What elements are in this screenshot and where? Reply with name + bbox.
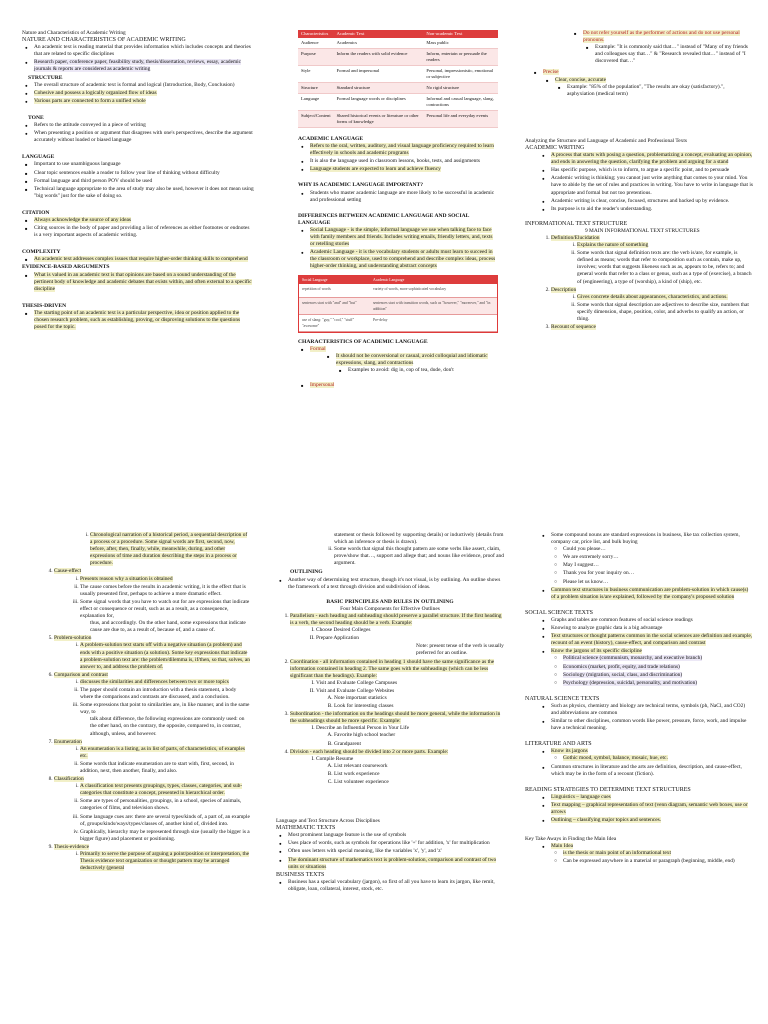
list-item: ■ Impersonal	[310, 382, 498, 389]
list-item: i. Presents reason why a situation is obtained	[80, 576, 250, 583]
list-item: 6. Comparison and contrast i. discusses the similarities and differences between two or more topics ii. The paper should contain an introduction with a thesis statement, a body where the comparisons and contrasts are discussed, and a conclusion. iii. Some expressions that point to similarities are, in like manner, and in the same way, to talk about difference, the following expressions are commonly used: on the other hand, on the contrary, the opposite, compared to, in contrast, although, unless, and however.	[54, 672, 250, 738]
list-item: ○ Thank you for your inquiry on…	[563, 570, 753, 577]
list-item: I. Visit and Evaluate College Campuses	[316, 680, 504, 687]
precise-examples	[555, 84, 753, 98]
list-item: ii. Some are types of personalities, groupings, in a school, species of animals, categories of films, and television shows.	[80, 798, 250, 812]
academic-language-list	[298, 143, 498, 173]
list-item: ■ Do not refer yourself as the performer of actions and do not use personal pronouns. ■ Example: "It is commonly said that…" instead of "Many of my friends and colleagues say that…" & "Research revealed that…" instead of "I discovered that…"	[583, 30, 753, 65]
informational-subheading: 9 MAIN INFORMATIONAL TEXT STRUCTURES	[585, 227, 700, 234]
list-item: ● Research paper, conference paper, feasibility study, thesis/dissertation, reviews, essay, academic journals & reports are considered as academic writing	[34, 59, 254, 73]
formal-sublist	[310, 353, 498, 374]
paragraph: thus, and accordingly. On the other hand, some expressions that indicate cause are due to, as a result of, because of, and a cause of.	[90, 620, 246, 634]
tone-list	[22, 122, 254, 144]
list-item: ● Main Idea ○ is the thesis or main point of an informational text ○ Can be expressed anywhere in a material or paragraph (beginning, middle, end)	[551, 843, 753, 865]
list-item: 5. Problem-solution i. A problem-solution text starts off with a negative situation (a problem) and ends with a positive situation (a solution). Some key expressions that indicate a problem-solution text are: the problem/dilemma is, if/then, so that, solves, an answer to, and address the problem of.	[54, 635, 250, 670]
academic-writing-list	[525, 152, 753, 213]
definition-sublist	[551, 242, 753, 286]
column-2	[298, 30, 498, 390]
column-3	[525, 30, 753, 332]
list-item: ii. The paper should contain an introduction with a thesis statement, a body where the comparisons and contrasts are discussed, and a conclusion.	[80, 687, 250, 701]
coordination-example	[290, 680, 504, 710]
table-row: Purpose Inform the readers with solid evidence Inform, entertain or persuade the readers	[298, 49, 498, 66]
coordination-subexample	[316, 695, 504, 710]
column-5	[276, 532, 504, 894]
list-item: ● Refers to the oral, written, auditory, and visual language proficiency required to learn effectively in schools and academic programs	[310, 143, 498, 157]
list-item: 3. Recount of sequence	[551, 324, 753, 331]
list-item: ○ Please let us know…	[563, 579, 753, 586]
structure-list	[22, 82, 254, 105]
list-item: ● Linguistics – language cues	[551, 794, 753, 801]
list-item: ii. Some words that indicate enumeration are to start with, first, second, in addition, next, then another, finally, and also.	[80, 761, 250, 775]
list-item: ● Knowing to analyze graphic data is a big advantage	[551, 625, 753, 632]
list-item: ○ Economics (market, profit, equity, and trade relations)	[563, 664, 753, 671]
basic-principles-heading: BASIC PRINCIPLES AND RULES IN OUTLINING	[326, 598, 454, 605]
comparison-table	[298, 30, 498, 128]
math-list	[276, 832, 504, 870]
list-item: ● Some compound nouns are standard expressions in business, like tax collection system, company car, price list, and bulk buying ○ Could you please… ○ We are extremely sorry… ○ May I suggest… ○ Thank you for your inquiry on… ○ Please let us know…	[551, 532, 753, 586]
list-item: II. Prepare Application	[316, 635, 504, 642]
list-item: ● Common text structures in business communication are problem-solution in which cause(s) of a problem situation is/are explained, followed by the company's proposed solution	[551, 587, 753, 601]
academic-writing-heading: ACADEMIC WRITING	[525, 144, 585, 151]
list-item: ○ is the thesis or main point of an informational text	[563, 850, 753, 857]
natural-science-heading: NATURAL SCIENCE TEXTS	[525, 695, 600, 702]
list-item: ii. Some words that signal description are adjectives to describe size, numbers that specify dimension, shape, position, color, and adverbs to qualify an action, or thing.	[577, 302, 753, 323]
table-row: repetition of words variety of words, more sophisticated vocabulary	[299, 284, 497, 298]
academic-language-heading: ACADEMIC LANGUAGE	[298, 136, 364, 142]
list-item: ■ An academic text addresses complex issues that require higher-order thinking skills to comprehend	[34, 256, 254, 263]
list-item: ii. Some words that signal this thought pattern are some verbs like assert, claim, prove/show that…, support and allege that; and nouns like evidence, proof and argument.	[334, 546, 504, 567]
paragraph: statement or thesis followed by supporting details) or inductively (details from which an inference or thesis is drawn).	[334, 532, 504, 546]
analyzing-title: Analyzing the Structure and Language of Academic and Professional Texts	[525, 137, 687, 144]
list-item: ■ Examples to avoid: dig in, cop of tea, dude, don't	[348, 367, 498, 374]
impersonal-list	[525, 30, 753, 65]
comparison-sublist	[54, 679, 250, 738]
division-subexample	[316, 763, 504, 786]
precise-sublist	[543, 77, 753, 98]
tone-heading: TONE	[28, 114, 44, 121]
list-item: ■ Formal language and third person POV should be used	[34, 178, 254, 185]
classification-sublist	[54, 783, 250, 843]
disciplines-title: Language and Text Structure Across Disciplines	[276, 818, 380, 825]
reading-strategies-list	[525, 794, 753, 824]
complexity-list	[22, 256, 254, 263]
list-item: ● Students who master academic language are more likely to be successful in academic and professional setting	[310, 190, 498, 204]
differences-heading: DIFFERENCES BETWEEN ACADEMIC LANGUAGE AND SOCIAL LANGUAGE	[298, 212, 470, 226]
list-item: I. Compile Resume A. List relevant coursework B. List work experience C. List volunteer experience	[316, 756, 504, 786]
social-science-heading: SOCIAL SCIENCE TEXTS	[525, 609, 594, 616]
column-1	[22, 30, 254, 332]
list-item: ○ Political science (communism, monarchy, and executive branch)	[563, 655, 753, 662]
outlining-list	[276, 577, 504, 591]
list-item: ● Common structures in literature and the arts are definition, description, and cause-effect, which may be in the form of a recount (fiction).	[551, 764, 753, 778]
list-item: ● Often uses letters with special meaning, like the variables 'x', 'y', and 'z'	[288, 848, 504, 855]
list-item: ○ Could you please…	[563, 546, 753, 553]
table-row: Language Formal language words or disciplines Informal and casual language, slang, contractions	[298, 94, 498, 111]
list-item: i. Primarily to serve the purpose of arguing a point/position or interpretation, the Thesis evidence text organization or thought pattern may be arranged deductively (general	[80, 851, 250, 872]
outlining-heading: OUTLINING	[290, 569, 323, 576]
list-item: ● Text structures or thought patterns common in the social sciences are definition and example, recount of an event (history), cause-effect, and comparison and contrast	[551, 633, 753, 647]
list-item: C. List volunteer experience	[334, 779, 504, 786]
differences-list	[298, 227, 498, 271]
description-sublist	[551, 294, 753, 323]
table-row: use of slang: "guy," "cool," "stuff" "awesome" Pre-delay	[299, 314, 497, 331]
subordination-subexample	[316, 732, 504, 747]
note: Note: present tense of the verb is usually preferred for an outline.	[416, 643, 504, 657]
reading-strategies-heading: READING STRATEGIES TO DETERMINE TEXT STRUCTURES	[525, 786, 691, 793]
list-item: i. A problem-solution text starts off with a negative situation (a problem) and ends with a positive situation (a solution). Some key expressions that indicate a problem-solution text are: the problem/dilemma is, if/then, so that, solves, an answer to, and address the problem of.	[80, 642, 250, 670]
table-row: Subject/Content Shared historical events or literature or other forms of knowledge Personal life and everyday events	[298, 111, 498, 128]
list-item: 7. Enumeration i. An enumeration is a listing, as in list of parts, of characteristics, of examples etc. ii. Some words that indicate enumeration are to start with, first, second, in addition, next, then another, finally, and also.	[54, 739, 250, 775]
list-item: 8. Classification i. A classification text presents groupings, types, classes, categories, and sub-categories that constitute a concept, presented in hierarchical order. ii. Some are types of personalities, groupings, in a school, species of animals, categories of films, and television shows. iii. Some language cues are: there are several types/kinds of, a part of, an example of, groups/kinds/ways/types/classes of, another kind of, divided into. iv. Graphically, hierarchy may be represented through size (usually the bigger is a bigger figure) and placement or positioning.	[54, 776, 250, 843]
table-row: Structure Standard structure No rigid structure	[298, 83, 498, 94]
list-item: ● Academic writing is thinking; you cannot just write anything that comes to your mind. You have to abide by the set of rules and practices in writing. You have to write in language that is appropriate and formal but not too pretentious.	[551, 175, 753, 196]
list-item: iv. Graphically, hierarchy may be represented through size (usually the bigger is a bigger figure) and placement or positioning.	[80, 829, 250, 843]
thesis-list	[22, 310, 254, 331]
list-item: ● Has specific purpose, which is to inform, to argue a specific point, and to persuade	[551, 167, 753, 174]
list-item: ● Uses place of words, such as symbols for operations like '+' for addition, 'x' for multiplication	[288, 840, 504, 847]
thesis-evidence-sublist	[54, 851, 250, 872]
list-item: ■ Clear, concise, accurate ■ Example: "85% of the population", "The results are okay (satisfactory).", asphyxiation (medical term)	[555, 77, 753, 98]
table-row: Audience Academics Mass public	[298, 38, 498, 49]
complexity-heading: COMPLEXITY	[22, 249, 61, 256]
text-structure-list	[525, 235, 753, 331]
column-4	[40, 532, 250, 873]
list-item: ● Academic Language - it is the vocabulary students or adults must learn to succeed in the classroom or workplace, used to comprehend and describe complex ideas, process higher-order thinking, and understanding abstract concepts	[310, 249, 498, 270]
list-item: i. An enumeration is a listing, as in list of parts, of characteristics, of examples etc.	[80, 746, 250, 760]
characteristics-list	[298, 346, 498, 389]
language-comparison-table	[298, 275, 498, 333]
list-item: I. Choose Desired Colleges	[316, 627, 504, 634]
list-item: ● Know the jargons of its specific discipline ○ Political science (communism, monarchy, and executive branch) ○ Economics (market, profit, equity, and trade relations) ○ Sociology (migration, social, class, and discrimination) ○ Psychology (depression, suicidal, personality, and motivation)	[551, 648, 753, 686]
list-item: ■ Example: "85% of the population", "The results are okay (satisfactory).", asphyxiation (medical term)	[567, 84, 753, 98]
business-heading: BUSINESS TEXTS	[276, 871, 325, 878]
informational-heading: INFORMATIONAL TEXT STRUCTURE	[525, 220, 628, 227]
list-item: i. Chronological narration of a historical period, a sequential description of a process or a procedure. Some signal words are first, second, now, before, after, then, finally, while, meanwhile, during, and other expressions of time and duration describing the steps in a process or procedure.	[90, 532, 250, 567]
list-item: ■ It should not be conversional or casual, avoid colloquial and idiomatic expressions, slang, and contractions ■ Examples to avoid: dig in, cop of tea, dude, don't	[336, 353, 498, 374]
list-item: ii. Some words that signal definition texts are: the verb is/are, for example, is defined as means; words that refer to composition such as contain, make up, involves; words that suggests likeness such as as, appears to be, refers to; and general words that refer to a class or genus, such as a type of (exercise), a branch of (engineering), a type of (worship), a kind of (ship), etc.	[577, 250, 753, 285]
literature-list	[525, 748, 753, 777]
list-item: iii. Some signal words that you have to watch out for are expressions that indicate effect or consequence or result, such as as a result, as a consequence, explanation for, thus, and accordingly. On the other hand, some expressions that indicate cause are due to, as a result of, because of, and a cause of.	[80, 599, 250, 634]
list-item: ○ Psychology (depression, suicidal, personality, and motivation)	[563, 680, 753, 687]
list-item: ● When presenting a position or argument that disagrees with one's perspectives, describe the argument accurately without loaded or biased language	[34, 130, 254, 144]
basic-principles-subheading: Four Main Components for Effective Outlines	[340, 605, 440, 612]
evidence-heading: EVIDENCE-BASED ARGUMENTS	[22, 264, 110, 271]
list-item: ○ We are extremely sorry…	[563, 554, 753, 561]
thesis-heading: THESIS-DRIVEN	[22, 302, 67, 309]
list-item: ■ Important to use unambiguous language	[34, 161, 254, 168]
list-item: 1. Definition/Elucidation i. Explains the nature of something ii. Some words that signal definition texts are: the verb is/are, for example, is defined as means; words that refer to composition such as contain, make up, involves; words that suggests likeness such as as, appears to be, refers to; and general words that refer to a class or genus, such as a type of (exercise), a branch of (engineering), a type of (worship), a kind of (ship), etc.	[551, 235, 753, 286]
intro-list	[22, 44, 254, 73]
list-item: ● Such as physics, chemistry and biology are technical terms, symbols (ph, NaCl, and CO2) and abbreviations are common	[551, 703, 753, 717]
list-item: ■ What is valued in an academic text is that opinions are based on a sound understanding of the pertinent body of knowledge and academic debates that exists within, and often external to a specific discipline	[34, 272, 254, 293]
list-item: B. Look for interesting classes	[334, 703, 504, 710]
list-item: ● Text mapping – graphical representation of text (venn diagram, semantic web boxes, use or arrows	[551, 802, 753, 816]
table-row: Style Formal and impersonal Personal, impressionistic, emotional or subjective	[298, 66, 498, 83]
business-list-cont	[525, 532, 753, 601]
list-item: ● Similar to other disciplines, common words like power, pressure, force, work, and impulse have a technical meaning.	[551, 718, 753, 732]
list-item: ● Know its jargons ○ Gothic mood, symbol, balance, mosaic, hue, etc.	[551, 748, 753, 762]
list-item: ■ Clear topic sentences enable a reader to follow your line of thinking without difficulty	[34, 170, 254, 177]
list-item: ● Cohesive and possess a logically organized flow of ideas	[34, 90, 254, 97]
list-item: i. Gives concrete details about appearances, characteristics, and actions.	[577, 294, 753, 301]
division-example	[290, 756, 504, 786]
list-item: 2. Coordination - all information contained in heading 1 should have the same significance as the information contained in heading 2. The same goes with the subheadings (which can be less significant than the headings). Example: I. Visit and Evaluate College Campuses II. Visit and Evaluate College Websites A. Note important statistics B. Look for interesting classes	[290, 659, 504, 711]
list-item: 3. Subordination - the information on the headings should be more general, while the information in the subheadings should be more specific. Example: I. Describe an Influential Person in Your Life A. Favorite high school teacher B. Grandparent	[290, 711, 504, 747]
table-header: Characteristics	[298, 30, 334, 38]
main-idea-sublist	[551, 850, 753, 865]
list-item: i. discusses the similarities and differences between two or more topics	[80, 679, 250, 686]
list-item: ● Language students are expected to learn and achieve fluency	[310, 166, 498, 173]
why-heading: WHY IS ACADEMIC LANGUAGE IMPORTANT?	[298, 182, 424, 189]
thesis-evidence-sublist-cont	[276, 546, 504, 567]
doc-title: Nature and Characteristics of Academic Writing	[22, 30, 126, 36]
list-item: A. List relevant coursework	[334, 763, 504, 770]
list-item: i. Explains the nature of something	[577, 242, 753, 249]
impersonal-examples	[583, 44, 753, 65]
list-item: I. Describe an Influential Person in Your Life A. Favorite high school teacher B. Grandparent	[316, 725, 504, 747]
why-list	[298, 190, 498, 204]
table-header: Academic Language	[370, 276, 497, 284]
literature-heading: LITERATURE AND ARTS	[525, 741, 592, 748]
list-item: ○ Gothic mood, symbol, balance, mosaic, hue, etc.	[563, 755, 753, 762]
list-item: ● Refers to the attitude conveyed in a piece of writing	[34, 122, 254, 129]
list-item: ● Outlining – classifying major topics and sentences.	[551, 817, 753, 824]
column-6	[525, 532, 753, 867]
math-heading: MATHEMATIC TEXTS	[276, 825, 336, 832]
list-item: ● Its purpose is to aid the reader's understanding.	[551, 206, 753, 213]
natural-science-list	[525, 703, 753, 732]
business-list	[276, 879, 504, 893]
subordination-example	[290, 725, 504, 747]
list-item: 2. Description i. Gives concrete details about appearances, characteristics, and actions. ii. Some words that signal description are adjectives to describe size, numbers that specify dimension, shape, position, color, and adverbs to qualify an action, or thing.	[551, 287, 753, 323]
list-item: ■ Formal ■ It should not be conversional or casual, avoid colloquial and idiomatic expressions, slang, and contractions ■ Examples to avoid: dig in, cop of tea, dude, don't	[310, 346, 498, 374]
parallelism-example	[290, 627, 504, 642]
cause-effect-sublist	[54, 576, 250, 635]
list-item: i. A classification text presents groupings, types, classes, categories, and sub-categories that constitute a concept, presented in hierarchical order.	[80, 783, 250, 797]
language-heading: LANGUAGE	[22, 154, 55, 161]
list-item: ● Social Language - is the simple, informal language we use when talking face to face with family members and friends. Includes writing emails, friendly letters, and, texts or retelling stories	[310, 227, 498, 248]
list-item: ● A process that starts with posing a question, problematizing a concept, evaluating an opinion, and ends in answering the question, clarifying the problem and arguing for a stand	[551, 152, 753, 166]
list-item: B. List work experience	[334, 771, 504, 778]
paragraph: talk about difference, the following expressions are commonly used: on the other hand, on the contrary, the opposite, compared to, in contrast, although, unless, and however.	[90, 716, 245, 737]
list-item: ■ Example: "It is commonly said that…" instead of "Many of my friends and colleagues say that…" & "Research revealed that…" instead of "I discovered that…"	[595, 44, 753, 65]
list-item: 9. Thesis-evidence i. Primarily to serve the purpose of arguing a point/position or interpretation, the Thesis evidence text organization or thought pattern may be arranged deductively (general	[54, 844, 250, 872]
list-item: ■ The starting point of an academic text is a particular perspective, idea or position applied to the chosen research problem, such as establishing, proving, or disproving solutions to the questions posed for the topic.	[34, 310, 254, 331]
enumeration-sublist	[54, 746, 250, 775]
list-item: ■ Technical language appropriate to the area of study may also be used, however it does not mean using "big words" just for the sake of doing so.	[34, 186, 254, 200]
list-item: ● Graphs and tables are common features of social science readings	[551, 617, 753, 624]
list-item: ○ Can be expressed anywhere in a material or paragraph (beginning, middle, end)	[563, 858, 753, 865]
list-item: ● Business has a special vocabulary (jargon), so first of all you have to learn its jargon, like remit, obligate, loan, collateral, interest, stock, etc.	[288, 879, 504, 893]
list-item: ii. The cause comes before the results in academic writing, it is the effect that is usually presented first, perhaps to achieve a more dramatic effect.	[80, 584, 250, 598]
citation-list	[22, 217, 254, 239]
structure-heading: STRUCTURE	[28, 74, 63, 81]
list-item: ● It is also the language used in classroom lessons, books, tests, and assignments	[310, 158, 498, 165]
text-structure-list-cont	[40, 568, 250, 872]
list-item: ● The overall structure of academic text is formal and logical (Introduction, Body, Conclusion)	[34, 82, 254, 89]
business-phrases	[551, 546, 753, 585]
characteristics-heading: CHARACTERISTICS OF ACADEMIC LANGUAGE	[298, 338, 428, 345]
list-item: ● Various parts are connected to form a unified whole	[34, 98, 254, 105]
key-takeaways-heading: Key Take Aways in Finding the Main Idea	[525, 836, 617, 843]
recount-sublist	[40, 532, 250, 567]
table-header: Social Language	[299, 276, 370, 284]
list-item: ● Academic writing is clear, concise, focused, structures and backed up by evidence.	[551, 198, 753, 205]
social-science-list	[525, 617, 753, 687]
language-list	[22, 161, 254, 199]
social-science-jargon	[551, 655, 753, 686]
list-item: ● The dominant structure of mathematics text is problem-solution, comparison and contrast of two units or situations	[288, 857, 504, 871]
citation-heading: CITATION	[22, 209, 50, 216]
list-item: A. Note important statistics	[334, 695, 504, 702]
list-item: 1. Parallelism - each heading and subheading should preserve a parallel structure. If the first heading is a verb, the second heading should be a verb. Example: I. Choose Desired Colleges II. Prepare Application Note: present tense of the verb is usually preferred for an outline.	[290, 613, 504, 658]
formal-examples	[336, 367, 498, 374]
table-row: sentences start with "and" and "but" sentences start with transition words, such as "however," "moreover," and "in addition"	[299, 297, 497, 314]
precise-list	[525, 69, 753, 97]
list-item: iii. Some language cues are: there are several types/kinds of, a part of, an example of, groups/kinds/ways/types/classes of, another kind of, divided into.	[80, 814, 250, 828]
problem-solution-sublist	[54, 642, 250, 670]
list-item: B. Grandparent	[334, 741, 504, 748]
list-item: ■ Precise ■ Clear, concise, accurate ■ Example: "85% of the population", "The results are okay (satisfactory).", asphyxiation (medical term)	[543, 69, 753, 97]
list-item: II. Visit and Evaluate College Websites A. Note important statistics B. Look for interesting classes	[316, 688, 504, 710]
key-takeaways-list	[525, 843, 753, 865]
list-item: A. Favorite high school teacher	[334, 732, 504, 739]
list-item: ● Another way of determining text structure, though it's not visual, is by outlining. An outline shows the framework of a text through division and subdivision of ideas.	[288, 577, 504, 591]
list-item: ● An academic text is reading material that provides information which includes concepts and theories that are related to specific disciplines	[34, 44, 254, 58]
table-header: Academic Text	[334, 30, 424, 38]
list-item: 4. Division - each heading should be divided into 2 or more parts. Example: I. Compile Resume A. List relevant coursework B. List work experience C. List volunteer experience	[290, 749, 504, 786]
list-item: ● Most prominent language feature is the use of symbols	[288, 832, 504, 839]
list-item: 4. Cause-effect i. Presents reason why a situation is obtained ii. The cause comes before the results in academic writing, it is the effect that is usually presented first, perhaps to achieve a more dramatic effect. iii. Some signal words that you have to watch out for are expressions that indicate effect or consequence or result, such as as a result, as a consequence, explanation for, thus, and accordingly. On the other hand, some expressions that indicate cause are due to, as a result of, because of, and a cause of.	[54, 568, 250, 634]
doc-heading: NATURE AND CHARACTERISTICS OF ACADEMIC WRITING	[22, 37, 186, 44]
table-header: Non-academic Text	[423, 30, 498, 38]
list-item: ○ May I suggest…	[563, 562, 753, 569]
list-item: iii. Some expressions that point to similarities are, in like manner, and in the same way, to talk about difference, the following expressions are commonly used: on the other hand, on the contrary, the opposite, compared to, in contrast, although, unless, and however.	[80, 702, 250, 737]
outline-principles-list	[276, 613, 504, 786]
list-item: ■ Citing sources in the body of paper and providing a list of references as either footnotes or endnotes is a very important aspects of academic writing.	[34, 225, 254, 239]
list-item: ■ Always acknowledge the source of any ideas	[34, 217, 254, 224]
literature-jargon	[551, 755, 753, 762]
list-item: ○ Sociology (migration, social, class, and discrimination)	[563, 672, 753, 679]
evidence-list	[22, 272, 254, 293]
